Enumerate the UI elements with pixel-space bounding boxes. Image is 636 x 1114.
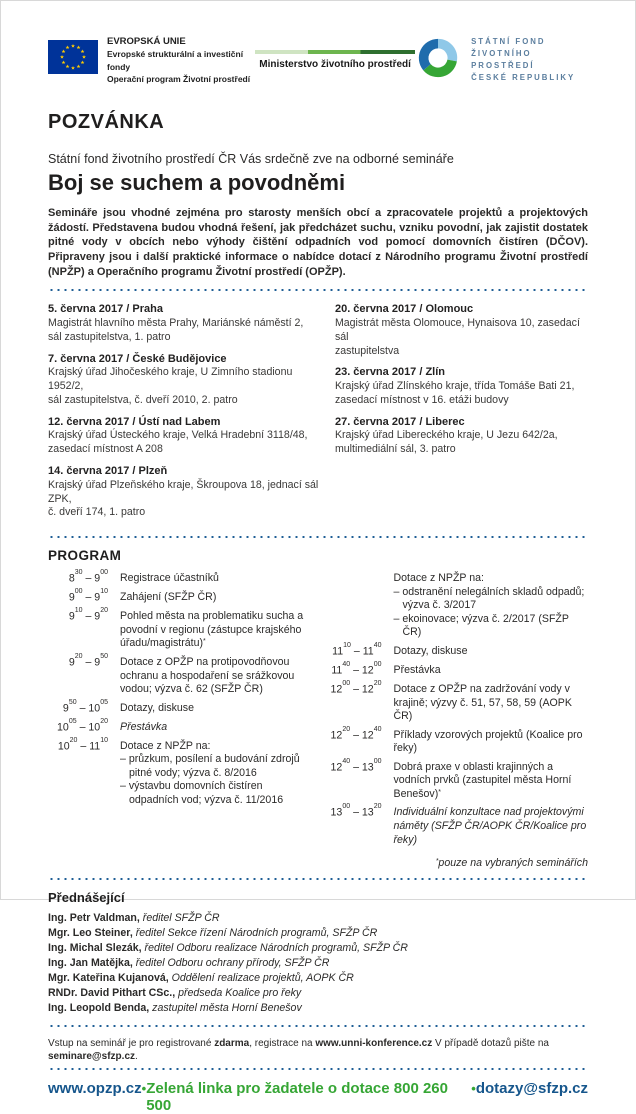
bullet-separator-icon: • <box>141 1081 147 1097</box>
speaker-row <box>48 971 588 986</box>
program-time: $9^{10} - 9^{20}$ <box>68 607 108 623</box>
program-description: Dotace z NPŽP na: – průzkum, posílení a budování zdrojů pitné vody; výzva č. 8/2016 – výstavbu domovních čistíren odpadních vod; výzva č. 11/2016 <box>120 740 315 808</box>
seminar-date-city: 20. června 2017 / Olomouc <box>334 303 474 316</box>
program-time: $11^{10} - 11^{40}$ <box>332 641 382 658</box>
program-time: $10^{20} - 11^{10}$ <box>57 736 108 753</box>
program-description: Registrace účastníků <box>120 572 219 585</box>
program-heading: PROGRAM <box>48 548 122 564</box>
seminar-venue-line: Krajský úřad Ústeckého kraje, Velká Hradební 3118/48, <box>48 429 308 442</box>
registration-highlight: www.unni-konference.cz <box>315 1038 433 1050</box>
eu-logo-block <box>48 35 255 86</box>
registration-text: , registrace na <box>249 1038 316 1050</box>
speakers-heading: Přednášející <box>48 890 125 906</box>
program-bullet: – ekoinovace; výzva č. 2/2017 (SFŽP ČR) <box>393 612 569 639</box>
speaker-row <box>48 911 588 926</box>
seminar-venue-line: multimediální sál, 3. patro <box>334 443 456 456</box>
program-time: $9^{20} - 9^{50}$ <box>68 652 108 669</box>
program-footnote: *pouze na vybraných seminářích <box>435 857 588 870</box>
registration-highlight: zdarma <box>214 1038 250 1050</box>
program-description: Přestávka <box>120 720 168 733</box>
program-description: Přestávka <box>393 663 441 676</box>
ministry-logo-block <box>255 50 415 70</box>
program-description: Dobrá praxe v oblasti krajinných a vodních prvků (zastupitel města Horní Benešov)* <box>393 760 572 800</box>
program-description: Dotace z OPŽP na zadržování vody v krajině; výzvy č. 51, 57, 58, 59 (AOPK ČR) <box>393 683 572 723</box>
seminar-item <box>48 352 322 408</box>
seminar-list <box>48 302 588 527</box>
seminar-date-city: 27. června 2017 / Liberec <box>334 415 465 428</box>
program-time: $13^{00} - 13^{20}$ <box>330 803 382 819</box>
registration-note <box>48 1037 588 1063</box>
seminar-date-city: 14. června 2017 / Plzeň <box>48 465 168 478</box>
seminar-item <box>48 415 322 457</box>
program-bullet: – výstavbu domovních čistíren odpadních vod; výzva č. 11/2016 <box>120 780 284 806</box>
sfzp-ring-icon <box>415 35 461 86</box>
program-column-right <box>330 572 589 869</box>
seminar-venue-line: Krajský úřad Libereckého kraje, U Jezu 642/2a, <box>334 429 558 442</box>
program-description: Dotace z NPŽP na: – odstranění nelegálních skladů odpadů; výzva č. 3/2017 – ekoinovace; výzva č. 2/2017 (SFŽP ČR) <box>394 572 589 640</box>
dotted-separator <box>48 1024 588 1028</box>
contact-email-link[interactable]: dotazy@sfzp.cz <box>475 1080 588 1098</box>
program-item <box>56 652 315 697</box>
seminar-item <box>48 302 322 344</box>
registration-text: . <box>135 1051 138 1063</box>
program-time: $8^{30} - 9^{00}$ <box>68 569 108 585</box>
eu-flag-icon <box>48 40 98 79</box>
seminar-date-city: 7. června 2017 / České Budějovice <box>48 352 227 365</box>
speaker-row <box>48 926 588 941</box>
sfzp-line3: ČESKÉ REPUBLIKY <box>471 73 576 83</box>
program-item <box>56 607 315 651</box>
eu-logo-text <box>107 35 255 86</box>
seminar-venue-line: sál zastupitelstva, 1. patro <box>48 330 171 343</box>
speaker-role: zastupitel města Horní Benešov <box>149 1002 302 1015</box>
green-line-info: Zelená linka pro žadatele o dotace 800 260 500 <box>146 1080 448 1114</box>
dotted-separator <box>48 877 588 881</box>
seminar-item <box>335 415 588 457</box>
program-time: $9^{50} - 10^{05}$ <box>62 698 108 715</box>
program-item <box>330 641 589 659</box>
speaker-role: předseda Koalice pro řeky <box>175 987 302 1000</box>
speaker-role: Oddělení realizace projektů, AOPK ČR <box>168 972 354 985</box>
seminar-venue-line: sál zastupitelstva, č. dveří 2010, 2. patro <box>48 393 238 406</box>
seminar-venue-line: Krajský úřad Jihočeského kraje, U Zimního stadionu 1952/2, <box>48 366 293 393</box>
seminar-venue-line: č. dveří 174, 1. patro <box>48 506 146 519</box>
speaker-row <box>48 986 588 1001</box>
speaker-role: ředitel Odboru realizace Národních programů, SFŽP ČR <box>141 942 408 955</box>
program-time: $12^{00} - 12^{20}$ <box>330 680 382 696</box>
seminar-title: Boj se suchem a povodněmi <box>48 170 346 195</box>
bullet-separator-icon: • <box>471 1081 476 1097</box>
speaker-name: Ing. Leopold Benda, <box>48 1002 150 1015</box>
ministry-gradient-bar-icon <box>255 50 415 54</box>
registration-highlight: seminare@sfzp.cz <box>48 1051 136 1063</box>
seminar-venue-line: zasedací místnost A 208 <box>48 443 163 456</box>
speaker-role: ředitel SFŽP ČR <box>139 912 220 925</box>
speaker-row <box>48 1001 588 1016</box>
program-description: Dotazy, diskuse <box>393 644 468 657</box>
speaker-role: ředitel Sekce řízení Národních programů, SFŽP ČR <box>132 927 378 940</box>
seminar-venue-line: Krajský úřad Plzeňského kraje, Škroupova 18, jednací sál ZPK, <box>48 478 319 505</box>
seminar-column-left <box>48 302 322 527</box>
program-time: $11^{40} - 12^{00}$ <box>331 660 382 677</box>
dotted-separator <box>48 1067 588 1071</box>
speaker-name: Mgr. Leo Steiner, <box>48 927 133 940</box>
program-item <box>56 717 315 735</box>
seminar-venue-line: Magistrát hlavního města Prahy, Mariánské náměstí 2, <box>48 316 304 329</box>
eu-line1: EVROPSKÁ UNIE <box>107 35 186 47</box>
seminar-venue-line: Krajský úřad Zlínského kraje, třída Tomáše Bati 21, <box>334 380 575 393</box>
seminar-venue-line: Magistrát města Olomouce, Hynaisova 10, zasedací sál <box>334 316 580 343</box>
eu-line2: Evropské strukturální a investiční fondy <box>107 49 244 72</box>
program-item <box>56 588 315 605</box>
dotted-separator <box>48 288 588 292</box>
program-item <box>56 698 315 716</box>
eu-line3: Operační program Životní prostředí <box>107 74 251 85</box>
program-description: Pohled města na problematiku sucha a povodní v regionu (zástupce krajského úřadu/magistrátu)* <box>120 610 304 650</box>
program-time: $12^{20} - 12^{40}$ <box>330 725 382 742</box>
program-item <box>330 680 589 724</box>
opzp-link[interactable]: www.opzp.cz <box>48 1080 142 1098</box>
lead-text: Státní fond životního prostředí ČR Vás srdečně zve na odborné semináře <box>48 152 454 166</box>
seminar-date-city: 12. června 2017 / Ústí nad Labem <box>48 415 221 428</box>
speakers-list <box>48 911 588 1016</box>
sfzp-line2: ŽIVOTNÍHO PROSTŘEDÍ <box>471 48 535 70</box>
seminar-venue-line: zastupitelstva <box>334 344 400 357</box>
speaker-role: ředitel Odboru ochrany přírody, SFŽP ČR <box>132 957 330 970</box>
program-description: Individuální konzultace nad projektovými náměty (SFŽP ČR/AOPK ČR/Koalice pro řeky) <box>393 806 587 846</box>
seminar-date-city: 5. června 2017 / Praha <box>48 303 163 316</box>
program-column-left <box>56 569 315 869</box>
program-description: Dotace z OPŽP na protipovodňovou ochranu a hospodaření se srážkovou vodou; výzva č. 62 (SFŽP ČR) <box>120 655 295 696</box>
speaker-name: Mgr. Kateřina Kujanová, <box>48 972 169 985</box>
seminar-column-right <box>335 302 588 527</box>
seminar-item <box>335 365 588 407</box>
speaker-name: Ing. Michal Slezák, <box>48 942 142 955</box>
program-time: $9^{00} - 9^{10}$ <box>68 588 108 604</box>
page-title: POZVÁNKA <box>48 111 165 133</box>
registration-text: V případě dotazů pište na <box>432 1038 549 1050</box>
seminar-date-city: 23. června 2017 / Zlín <box>334 366 446 379</box>
program-bullet: – odstranění nelegálních skladů odpadů; výzva č. 3/2017 <box>393 585 585 612</box>
seminar-item <box>335 302 588 358</box>
program-item <box>330 757 589 802</box>
speaker-name: Ing. Petr Valdman, <box>48 912 140 925</box>
speaker-name: Ing. Jan Matějka, <box>48 957 133 970</box>
program-time <box>330 572 382 640</box>
speaker-row <box>48 941 588 956</box>
program-item <box>330 803 589 847</box>
program-bullet: – průzkum, posílení a budování zdrojů pitné vody; výzva č. 8/2016 <box>120 753 300 779</box>
dotted-separator <box>48 535 588 539</box>
program-time: $10^{05} - 10^{20}$ <box>57 717 108 734</box>
program-item <box>330 725 589 756</box>
program-description: Příklady vzorových projektů (Koalice pro řeky) <box>393 728 583 755</box>
program-item <box>56 569 315 586</box>
speaker-name: RNDr. David Pithart CSc., <box>48 987 176 1000</box>
footer <box>48 1080 588 1114</box>
sfzp-line1: STÁTNÍ FOND <box>471 36 546 46</box>
program-time: $12^{40} - 13^{00}$ <box>330 757 382 774</box>
registration-text: Vstup na seminář je pro registrované <box>48 1038 215 1050</box>
sfzp-logo-block <box>415 35 588 86</box>
program-description: Zahájení (SFŽP ČR) <box>120 591 217 604</box>
program-item <box>330 572 589 640</box>
program-item <box>56 736 315 808</box>
program-item <box>330 660 589 678</box>
seminar-venue-line: zasedací místnost v 16. etáži budovy <box>334 393 509 406</box>
program-schedule <box>48 569 588 870</box>
sfzp-logo-text <box>471 36 588 84</box>
program-description: Dotazy, diskuse <box>120 701 194 714</box>
speaker-row <box>48 956 588 971</box>
intro-paragraph: Semináře jsou vhodné zejména pro starosty menších obcí a zpracovatele projektů a projektových žádostí. Představena budou vhodná řešení, jak předcházet suchu, vzniku povodní, jak zajistit dostatek pitné vody v obcích nebo výhody čištění odpadních vod pomocí domovních čistíren (DČOV). Připraveny jsou i další praktické informace o nabídce dotací z Národního programu Životní prostředí (NPŽP) a Operačního programu Životní prostředí (OPŽP). <box>48 207 588 278</box>
seminar-item <box>48 464 322 520</box>
ministry-label: Ministerstvo životního prostředí <box>259 59 411 70</box>
header <box>48 31 588 89</box>
